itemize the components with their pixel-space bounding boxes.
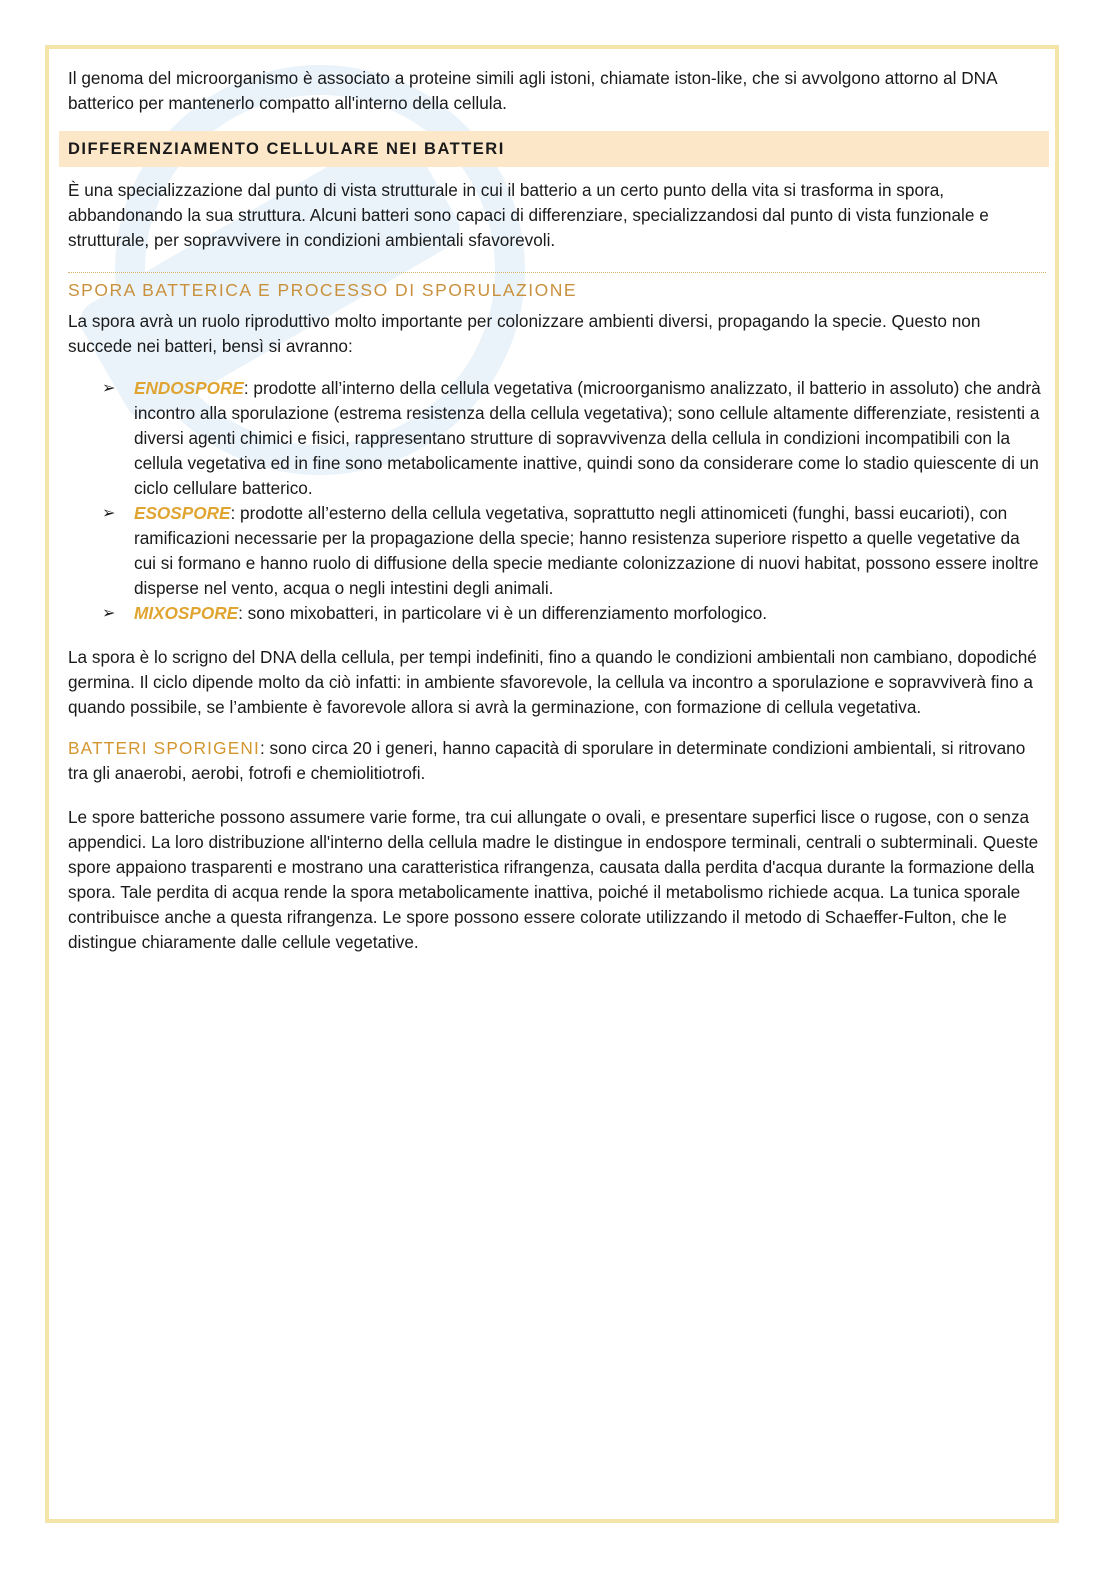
list-item <box>68 601 1046 626</box>
list-item <box>68 501 1046 601</box>
intro-paragraph: Il genoma del microorganismo è associato a proteine simili agli istoni, chiamate iston-like, che si avvolgono attorno al DNA batterico per mantenerlo compatto all'interno della cellula. <box>68 68 997 113</box>
sporigeni-text: : sono circa 20 i generi, hanno capacità di sporulare in determinate condizioni ambientali, si ritrovano tra gli anaerobi, aerobi, fotrofi e chemiolitiotrofi. <box>68 738 1026 783</box>
section-title: DIFFERENZIAMENTO CELLULARE NEI BATTERI <box>68 139 505 158</box>
subsection-title: SPORA BATTERICA E PROCESSO DI SPORULAZIONE <box>68 272 1046 303</box>
spore-type-list <box>68 376 1046 626</box>
sporigeni-paragraph <box>68 736 1046 786</box>
section-paragraph: È una specializzazione dal punto di vista strutturale in cui il batterio a un certo punto della vita si trasforma in spora, abbandonando la sua struttura. Alcuni batteri sono capaci di differenziare, specializzandosi dal punto di vista funzionale e strutturale, per sopravvivere in condizioni ambientali sfavorevoli. <box>68 180 989 250</box>
arrowhead-bullet-icon: ➢ <box>102 605 116 622</box>
term-endospore: ENDOSPORE <box>134 378 244 398</box>
term-batteri-sporigeni: BATTERI SPORIGENI <box>68 738 260 758</box>
term-esospore: ESOSPORE <box>134 503 231 523</box>
section-header <box>59 131 1049 167</box>
document-body <box>68 66 1046 955</box>
arrowhead-bullet-icon: ➢ <box>102 380 116 397</box>
spora-paragraph: La spora è lo scrigno del DNA della cellula, per tempi indefiniti, fino a quando le condizioni ambientali non cambiano, dopodiché germina. Il ciclo dipende molto da ciò infatti: in ambiente sfavorevole, la cellula va incontro a sporulazione e sopravviverà fino a quando possibile, se l’ambiente è favorevole allora si avrà la germinazione, con formazione di cellula vegetativa. <box>68 647 1037 717</box>
list-item-text: : prodotte all’esterno della cellula vegetativa, soprattutto negli attinomiceti (funghi, bassi eucarioti), con ramificazioni necessarie per la propagazione della specie; hanno resistenza superiore rispetto a quelle vegetative da cui si formano e hanno ruolo di diffusione della specie mediante colonizzazione di nuovi habitat, possono essere inoltre disperse nel vento, acqua o negli intestini degli animali. <box>134 503 1039 598</box>
list-item-text: : sono mixobatteri, in particolare vi è un differenziamento morfologico. <box>238 603 768 623</box>
arrowhead-bullet-icon: ➢ <box>102 505 116 522</box>
list-item <box>68 376 1046 501</box>
forme-paragraph: Le spore batteriche possono assumere varie forme, tra cui allungate o ovali, e presentare superfici lisce o rugose, con o senza appendici. La loro distribuzione all'interno della cellula madre le distingue in endospore terminali, centrali o subterminali. Queste spore appaiono trasparenti e mostrano una caratteristica rifrangenza, causata dalla perdita d'acqua durante la formazione della spora. Tale perdita di acqua rende la spora metabolicamente inattiva, poiché il metabolismo richiede acqua. La tunica sporale contribuisce anche a questa rifrangenza. Le spore possono essere colorate utilizzando il metodo di Schaeffer-Fulton, che le distingue chiaramente dalle cellule vegetative. <box>68 807 1039 952</box>
subsection-paragraph: La spora avrà un ruolo riproduttivo molto importante per colonizzare ambienti diversi, propagando la specie. Questo non succede nei batteri, bensì si avranno: <box>68 311 981 356</box>
term-mixospore: MIXOSPORE <box>134 603 239 623</box>
list-item-text: : prodotte all’interno della cellula vegetativa (microorganismo analizzato, il batterio in assoluto) che andrà incontro alla sporulazione (estrema resistenza della cellula vegetativa); sono cellule altamente differenziate, resistenti a diversi agenti chimici e fisici, rappresentano strutture di sopravvivenza della cellula in condizioni incompatibili con la cellula vegetativa ed in fine sono metabolicamente inattive, quindi sono da considerare come lo stadio quiescente di un ciclo cellulare batterico. <box>134 378 1041 498</box>
